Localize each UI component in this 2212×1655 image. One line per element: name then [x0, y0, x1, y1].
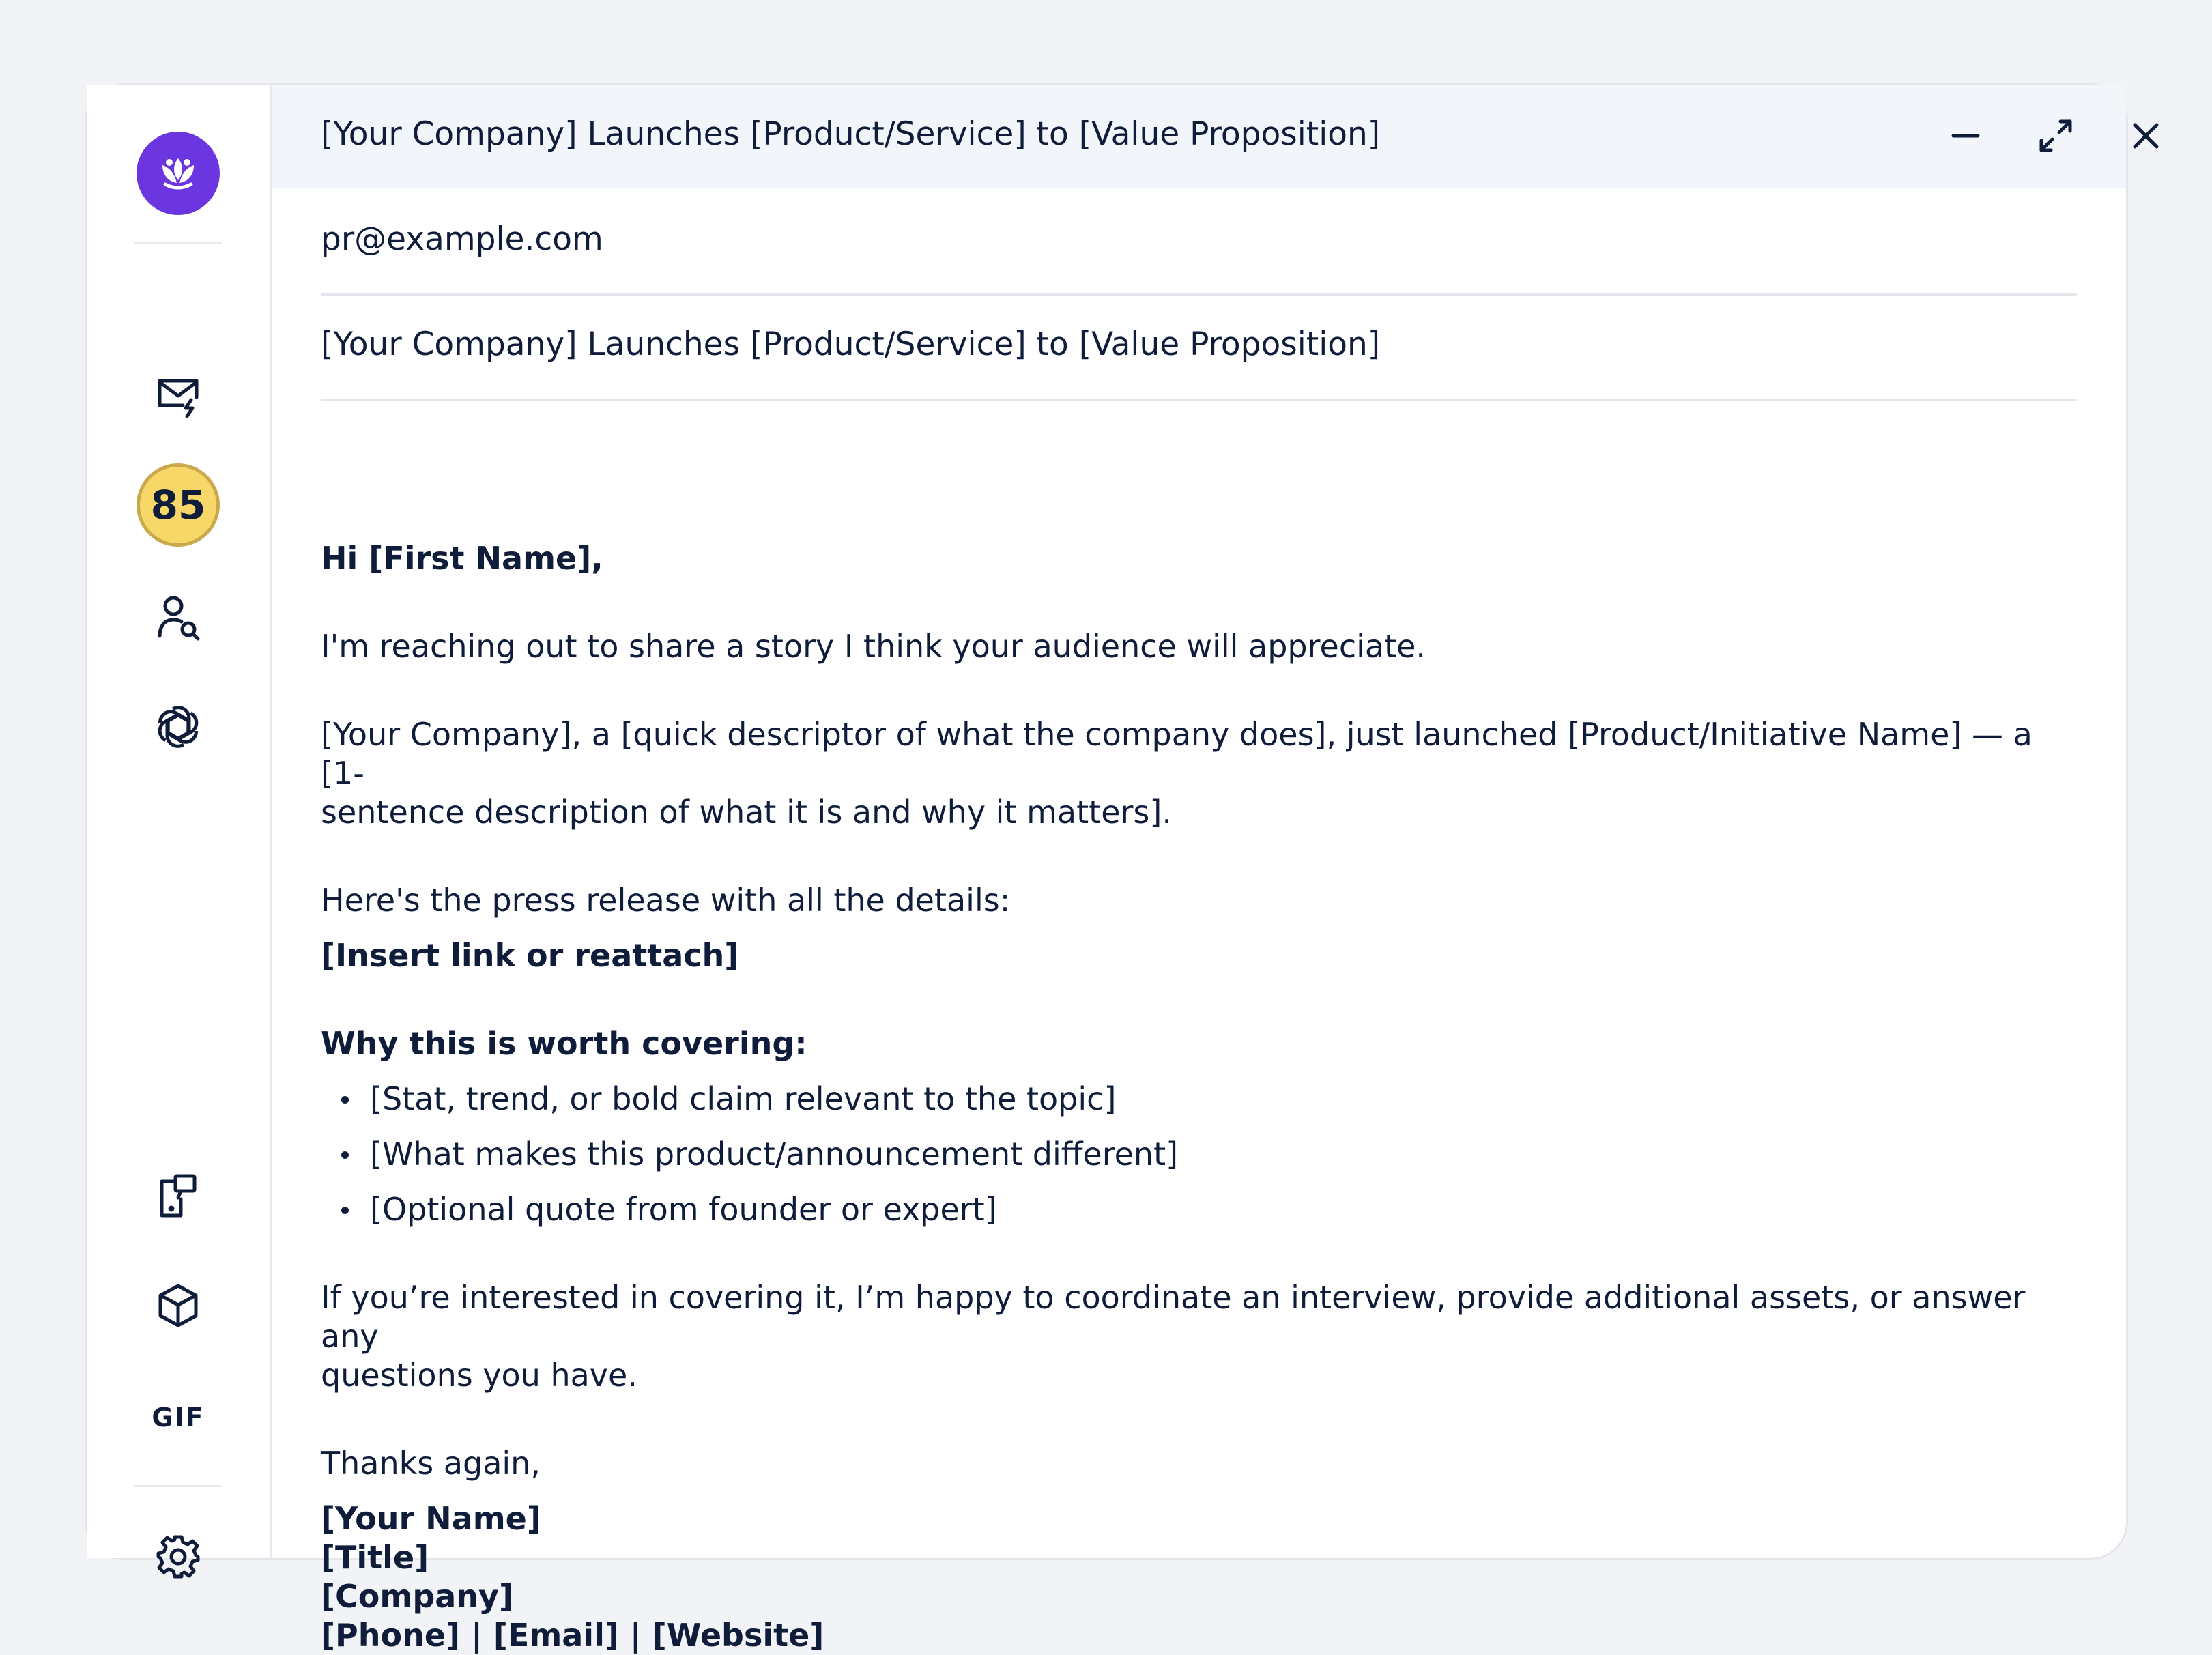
- sidebar-item-settings[interactable]: [87, 1529, 270, 1584]
- sidebar-item-contacts[interactable]: [87, 590, 270, 645]
- minimize-icon: [1951, 121, 1981, 151]
- bullet-item: [Optional quote from founder or expert]: [321, 1190, 2085, 1246]
- sidebar-item-cube[interactable]: [87, 1278, 270, 1333]
- signature-name: [Your Name]: [321, 1500, 541, 1537]
- sidebar-item-templates[interactable]: [87, 1168, 270, 1223]
- email-body[interactable]: [321, 539, 2085, 1655]
- subject-field[interactable]: [Your Company] Launches [Product/Service] to [Value Proposition]: [321, 326, 1381, 363]
- expand-button[interactable]: [2035, 115, 2076, 156]
- closing-line-1: If you’re interested in covering it, I’m happy to coordinate an interview, provide additional assets, or answer any: [321, 1279, 2026, 1355]
- expand-icon: [2039, 119, 2073, 153]
- field-divider: [321, 399, 2077, 401]
- description-line-2: sentence description of what it is and why it matters].: [321, 794, 1172, 831]
- score-badge: 85: [137, 463, 220, 547]
- bullet-item: [Stat, trend, or bold claim relevant to the topic]: [321, 1080, 2085, 1135]
- signature-title: [Title]: [321, 1539, 429, 1576]
- device-copy-icon: [158, 1172, 199, 1220]
- sidebar-item-gif[interactable]: [87, 1390, 270, 1445]
- sidebar-item-mail[interactable]: [87, 371, 270, 425]
- close-button[interactable]: [2125, 115, 2166, 156]
- mail-bolt-icon: [156, 377, 201, 419]
- signoff: Thanks again,: [321, 1445, 541, 1482]
- closing-line-2: questions you have.: [321, 1357, 637, 1394]
- openai-icon: [153, 702, 203, 752]
- description-line-1: [Your Company], a [quick descriptor of what the company does], just launched [Product/Initiative Name] — a [1-: [321, 716, 2033, 792]
- to-field[interactable]: pr@example.com: [321, 220, 603, 258]
- sidebar-divider: [134, 242, 222, 244]
- signature-company: [Company]: [321, 1578, 514, 1615]
- compose-main: [272, 85, 2126, 1654]
- app-logo[interactable]: [87, 132, 270, 215]
- compose-window: [85, 83, 2128, 1654]
- gear-icon: [156, 1534, 201, 1579]
- sidebar-item-ai[interactable]: [87, 700, 270, 754]
- sidebar: [87, 85, 272, 1558]
- bullet-item: [What makes this product/announcement different]: [321, 1135, 2085, 1190]
- gif-icon: GIF: [152, 1402, 205, 1433]
- minimize-button[interactable]: [1945, 115, 1986, 156]
- field-divider: [321, 293, 2077, 296]
- link-placeholder: [Insert link or reattach]: [321, 937, 739, 974]
- sidebar-item-score[interactable]: [87, 463, 270, 547]
- app-logo-icon: [137, 132, 220, 215]
- sidebar-divider: [134, 1485, 222, 1487]
- close-icon: [2131, 121, 2161, 151]
- user-search-icon: [156, 594, 201, 642]
- signature-contact: [Phone] | [Email] | [Website]: [321, 1617, 824, 1654]
- cube-icon: [157, 1283, 199, 1328]
- bullet-list: [321, 1080, 2085, 1246]
- greeting: Hi [First Name],: [321, 540, 603, 577]
- intro-paragraph: I'm reaching out to share a story I think your audience will appreciate.: [321, 628, 1426, 665]
- title-bar: [272, 85, 2126, 188]
- window-title: [Your Company] Launches [Product/Service] to [Value Proposition]: [321, 115, 1381, 153]
- why-heading: Why this is worth covering:: [321, 1025, 807, 1062]
- press-release-intro: Here's the press release with all the details:: [321, 882, 1011, 919]
